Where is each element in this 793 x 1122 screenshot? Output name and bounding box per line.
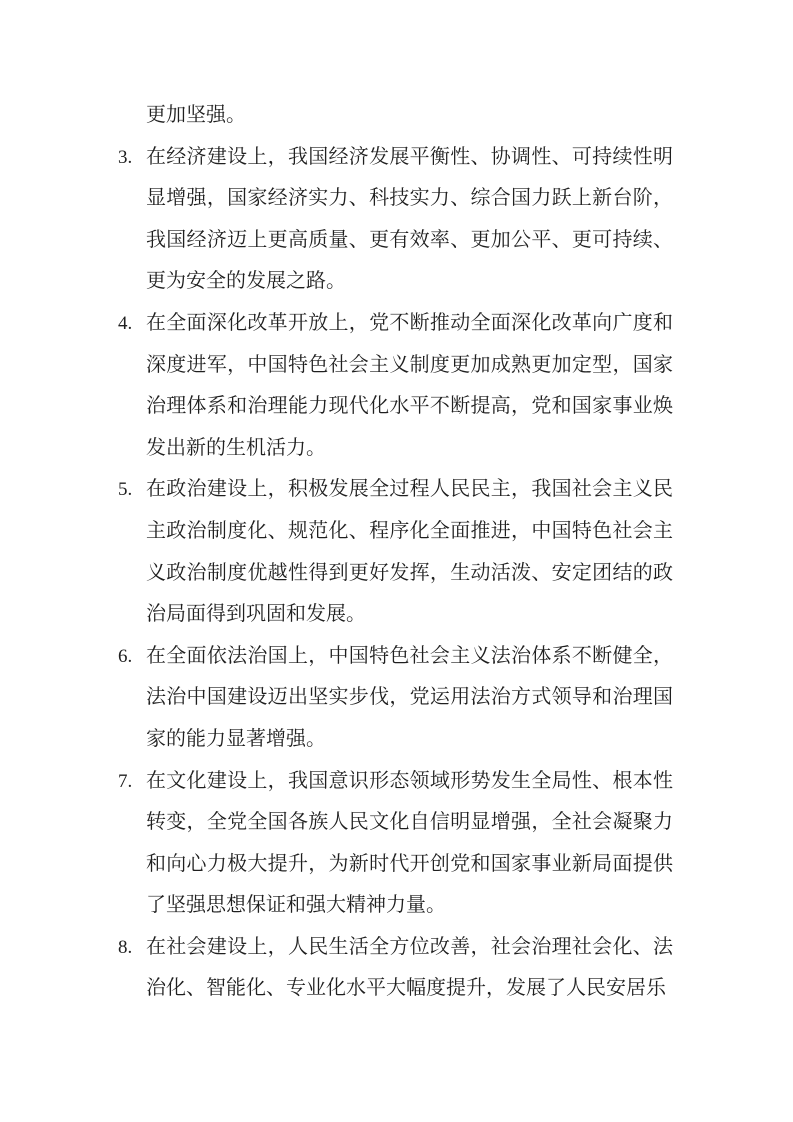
list-item-text: 在社会建设上，人民生活全方位改善，社会治理社会化、法治化、智能化、专业化水平大幅度提升，发展了人民安居乐 — [146, 935, 673, 1000]
list-item-text: 在政治建设上，积极发展全过程人民民主，我国社会主义民主政治制度化、规范化、程序化全面推进，中国特色社会主义政治制度优越性得到更好发挥，生动活泼、安定团结的政治局面得到巩固和发展。 — [146, 478, 673, 626]
list-item-number: 4. — [118, 312, 133, 334]
list-item — [118, 636, 674, 761]
list-item-number: 3. — [118, 146, 133, 168]
list-item-text: 在全面依法治国上，中国特色社会主义法治体系不断健全，法治中国建设迈出坚实步伐，党运用法治方式领导和治理国家的能力显著增强。 — [146, 644, 673, 750]
list-item — [118, 927, 674, 1010]
list-item-text: 在经济建设上，我国经济发展平衡性、协调性、可持续性明显增强，国家经济实力、科技实力、综合国力跃上新台阶，我国经济迈上更高质量、更有效率、更加公平、更可持续、更为安全的发展之路。 — [146, 145, 673, 293]
list-item-text: 在文化建设上，我国意识形态领域形势发生全局性、根本性转变，全党全国各族人民文化自信明显增强，全社会凝聚力和向心力极大提升，为新时代开创党和国家事业新局面提供了坚强思想保证和强大精神力量。 — [146, 769, 673, 917]
list-item — [118, 469, 674, 635]
list-item — [118, 761, 674, 927]
list-item-text: 更加坚强。 — [146, 104, 246, 126]
list-item-number: 6. — [118, 645, 133, 667]
list-item-text: 在全面深化改革开放上，党不断推动全面深化改革向广度和深度进军，中国特色社会主义制度更加成熟更加定型，国家治理体系和治理能力现代化水平不断提高，党和国家事业焕发出新的生机活力。 — [146, 311, 673, 459]
list-item — [118, 303, 674, 469]
list-item — [118, 137, 674, 303]
list-item-number: 5. — [118, 479, 133, 501]
list-item-number: 7. — [118, 770, 133, 792]
list-item-number: 8. — [118, 936, 133, 958]
document-content — [118, 95, 674, 1010]
list-item-continuation — [118, 95, 674, 137]
